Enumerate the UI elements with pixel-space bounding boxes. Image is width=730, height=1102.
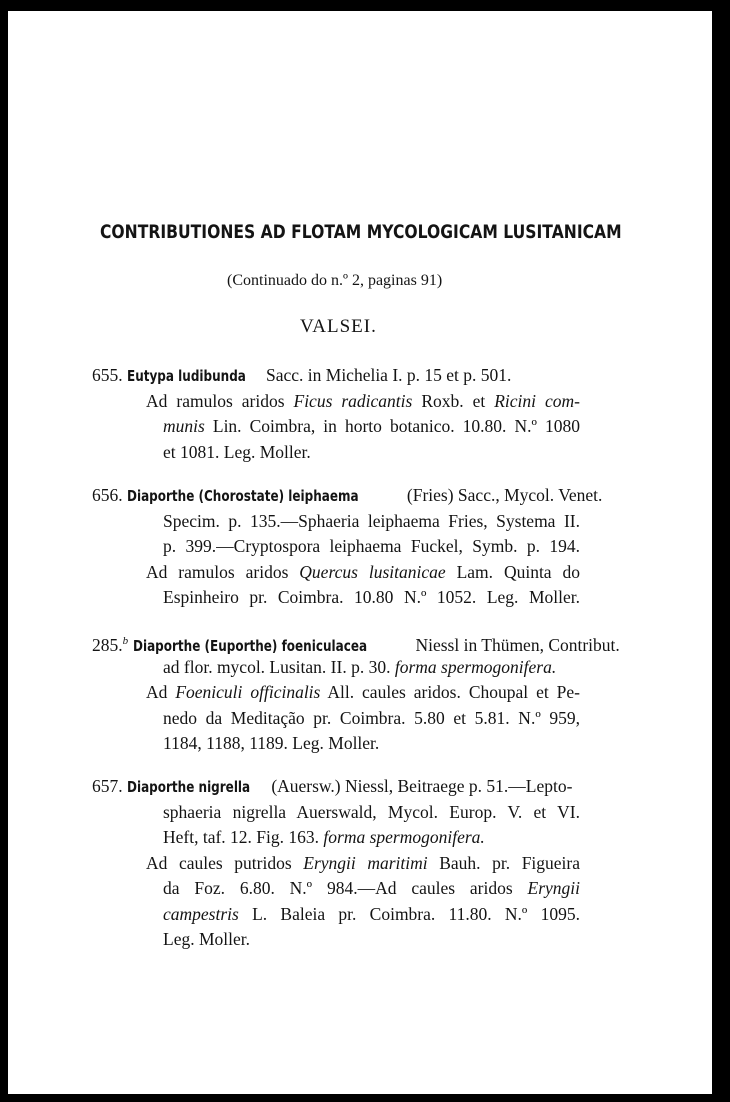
entry-line: Ad Foeniculi officinalis All. caules aridos. Choupal et Pe-: [146, 682, 580, 702]
entry-citation: Sacc. in Michelia I. p. 15 et p. 501.: [265, 365, 512, 385]
entry-line: p. 399.—Cryptospora leiphaema Fuckel, Symb. p. 194.: [163, 536, 580, 556]
entry-line: sphaeria nigrella Auerswald, Mycol. Europ. V. et VI.: [163, 801, 580, 822]
entry-line: ad flor. mycol. Lusitan. II. p. 30. forma spermogonifera.: [163, 656, 557, 677]
entry-line: et 1081. Leg. Moller.: [163, 441, 311, 462]
entry-657: [92, 774, 580, 953]
entry-656: [92, 483, 603, 611]
entry-line: campestris L. Baleia pr. Coimbra. 11.80. N.º 1095.: [163, 903, 580, 924]
entry-number: 657.: [92, 776, 123, 796]
entry-line: 1184, 1188, 1189. Leg. Moller.: [163, 733, 380, 753]
entry-line: Specim. p. 135.—Sphaeria leiphaema Fries, Systema II.: [163, 510, 580, 531]
species-name: Diaporthe (Chorostate) leiphaema: [127, 487, 359, 505]
section-heading: VALSEI.: [300, 316, 377, 337]
entry-heading: [92, 629, 620, 655]
entry-heading: [92, 363, 580, 389]
entry-citation: Niessl in Thümen, Contribut.: [415, 634, 620, 655]
page-title: CONTRIBUTIONES AD FLOTAM MYCOLOGICAM LUSITANICAM: [100, 221, 622, 243]
entry-number: 655.: [92, 365, 123, 385]
entry-number: 285.$^b$: [92, 634, 129, 655]
entry-citation: (Fries) Sacc., Mycol. Venet.: [406, 485, 603, 505]
scan-border-right: [712, 0, 730, 1102]
entry-line: Ad ramulos aridos Ficus radicantis Roxb. et Ricini com-: [146, 390, 580, 411]
species-name: Eutypa ludibunda: [127, 367, 246, 385]
entry-line: Ad caules putridos Eryngii maritimi Bauh. pr. Figueira: [146, 852, 581, 873]
entry-line: munis Lin. Coimbra, in horto botanico. 10.80. N.º 1080: [163, 416, 580, 436]
species-name: Diaporthe nigrella: [127, 778, 251, 796]
entry-heading: [92, 774, 580, 800]
entry-285b: [92, 629, 620, 757]
entry-line: Ad ramulos aridos Quercus lusitanicae Lam. Quinta do: [146, 561, 580, 582]
scan-border-left: [0, 0, 8, 1102]
entry-citation: (Auersw.) Niessl, Beitraege p. 51.—Lepto-: [271, 776, 573, 796]
page-subtitle: (Continuado do n.º 2, paginas 91): [227, 272, 443, 289]
entry-line: Espinheiro pr. Coimbra. 10.80 N.º 1052. Leg. Moller.: [163, 587, 580, 607]
entry-heading: [92, 483, 603, 509]
scan-border-top: [0, 0, 730, 11]
entry-line: Leg. Moller.: [163, 929, 250, 949]
entry-655: [92, 363, 580, 465]
species-name: Diaporthe (Euporthe) foeniculacea: [132, 636, 367, 655]
entry-line: da Foz. 6.80. N.º 984.—Ad caules aridos Eryngii: [163, 878, 580, 898]
entry-number: 656.: [92, 485, 123, 505]
entry-line: nedo da Meditação pr. Coimbra. 5.80 et 5.81. N.º 959,: [163, 707, 580, 728]
scan-border-bottom: [0, 1094, 730, 1102]
entry-line: Heft, taf. 12. Fig. 163. forma spermogonifera.: [163, 827, 485, 847]
